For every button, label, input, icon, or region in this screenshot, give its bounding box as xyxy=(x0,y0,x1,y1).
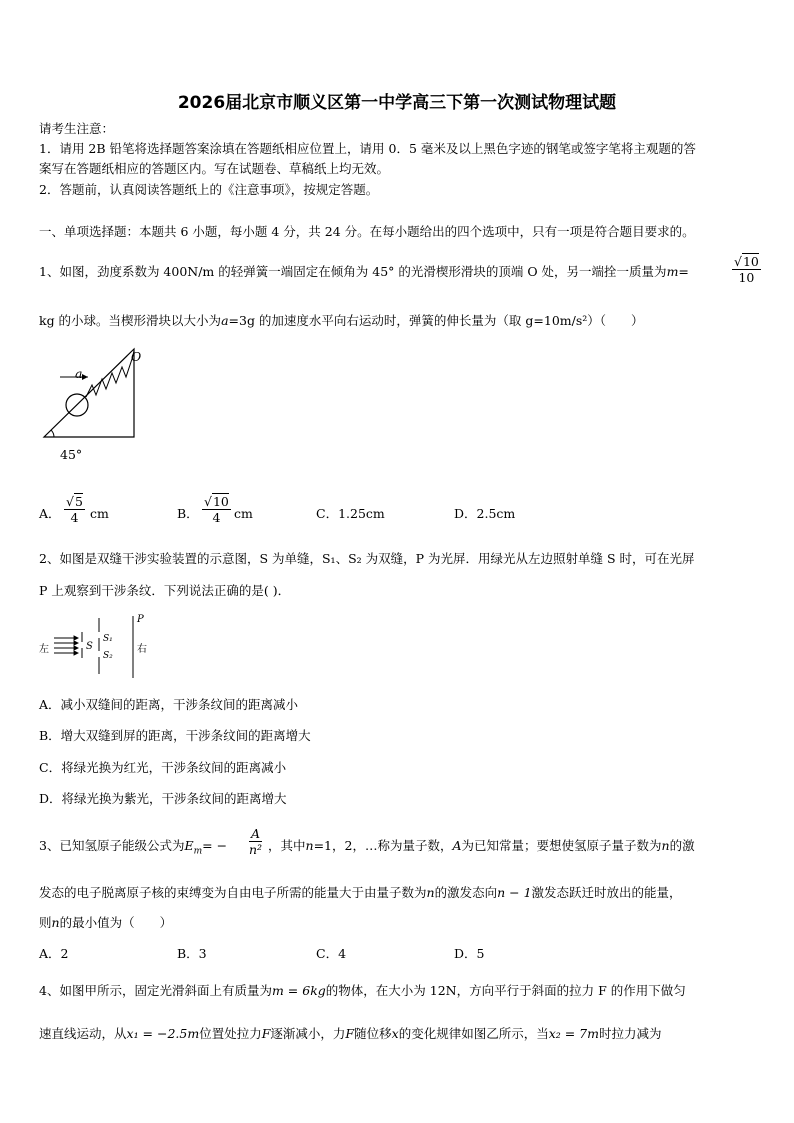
q1-mass-var: m xyxy=(666,264,679,279)
page-title: 2026届北京市顺义区第一中学高三下第一次测试物理试题 xyxy=(177,93,617,113)
q1-option-b-unit: cm xyxy=(234,506,253,521)
q2-option-b: B．增大双缝到屏的距离，干涉条纹间的距离增大 xyxy=(39,728,311,743)
light-rays xyxy=(54,636,78,655)
angle-arc xyxy=(51,430,54,437)
q1-fig-label-angle: 45° xyxy=(60,447,83,462)
q1-option-a-fraction: $\frac{√5}{4}$ xyxy=(66,494,83,525)
q3-option-c: C．4 xyxy=(316,946,347,961)
notice-item-1-line-1: 1．请用 2B 铅笔将选择题答案涂填在答题纸相应位置上，请用 0．5 毫米及以上黑色字迹的钢笔或签字笔将主观题的答 xyxy=(39,141,696,156)
q3-line-1-start: 3、已知氢原子能级公式为$E_m=$ − xyxy=(39,838,228,857)
q3-option-a: A．2 xyxy=(39,946,69,961)
q2-option-a: A．减小双缝间的距离，干涉条纹间的距离减小 xyxy=(39,697,299,712)
notice-item-1-line-2: 案写在答题纸相应的答题区内。写在试题卷、草稿纸上均无效。 xyxy=(39,161,390,176)
q2-fig-label-left: 左 xyxy=(39,644,49,655)
q3-line-3: 则n的最小值为（ ） xyxy=(39,915,173,930)
q1-option-b-label: B． xyxy=(177,506,199,521)
q2-fig-label-S: S xyxy=(86,641,93,652)
q1-option-c: C．1.25cm xyxy=(316,506,385,521)
q1-option-b-fraction: $\frac{√10}{4}$ xyxy=(204,494,229,525)
q1-option-d: D．2.5cm xyxy=(454,506,516,521)
notice-item-2: 2．答题前，认真阅读答题纸上的《注意事项》，按规定答题。 xyxy=(39,182,379,197)
q3-option-b: B．3 xyxy=(177,946,207,961)
spring xyxy=(86,351,134,397)
q2-line-1: 2、如图是双缝干涉实验装置的示意图，S 为单缝，S₁、S₂ 为双缝，P 为光屏．用绿光从左边照射单缝 S 时，可在光屏 xyxy=(39,551,695,566)
q3-energy-fraction: $\frac{A}{\text{n²}}$ xyxy=(249,826,263,857)
notice-heading: 请考生注意： xyxy=(39,121,115,136)
q2-fig-label-P: P xyxy=(137,614,144,625)
acceleration-arrow-head xyxy=(82,374,88,380)
q3-option-d: D．5 xyxy=(454,946,485,961)
wedge-outline xyxy=(44,349,134,437)
section-heading: 一、单项选择题：本题共 6 小题，每小题 4 分，共 24 分。在每小题给出的四个选项中，只有一项是符合题目要求的。 xyxy=(39,224,695,239)
q2-fig-label-S1: S₁ xyxy=(103,634,113,644)
q2-fig-label-S2: S₂ xyxy=(103,651,113,661)
q2-line-2: P 上观察到干涉条纹．下列说法正确的是( )． xyxy=(39,583,291,598)
q2-fig-label-right: 右 xyxy=(137,644,147,655)
q1-option-a-unit: cm xyxy=(90,506,109,521)
q4-line-2: 速直线运动，从x₁ = −2.5m位置处拉力F逐渐减小，力F随位移x的变化规律如图乙所示，当x₂ = 7m时拉力减为 xyxy=(39,1026,662,1041)
q1-fig-label-O: O xyxy=(131,349,142,364)
q3-line-2: 发态的电子脱离原子核的束缚变为自由电子所需的能量大于由量子数为n的激发态向n − 1激发态跃迁时放出的能量， xyxy=(39,885,682,900)
q1-option-a-label: A． xyxy=(39,506,61,521)
q1-line-1: 1、如图，劲度系数为 400N/m 的轻弹簧一端固定在倾角为 45° 的光滑楔形滑块的顶端 O 处，另一端拴一质量为m= xyxy=(39,264,689,279)
q2-option-d: D．将绿光换为紫光，干涉条纹间的距离增大 xyxy=(39,791,287,806)
q3-line-1-end: ，其中n=1，2，…称为量子数，A为已知常量；要想使氢原子量子数为n的激 xyxy=(268,838,695,853)
q4-line-1: 4、如图甲所示，固定光滑斜面上有质量为m = 6kg的物体，在大小为 12N，方向平行于斜面的拉力 F 的作用下做匀 xyxy=(39,983,686,998)
q1-fig-label-a: a xyxy=(75,366,83,381)
q1-line-2: kg 的小球。当楔形滑块以大小为a=3g 的加速度水平向右运动时，弹簧的伸长量为（取 g=10m/s²）（ ） xyxy=(39,313,644,328)
q1-mass-fraction: $\frac{√10}{10}$ xyxy=(734,254,759,285)
q2-option-c: C．将绿光换为红光，干涉条纹间的距离减小 xyxy=(39,760,287,775)
